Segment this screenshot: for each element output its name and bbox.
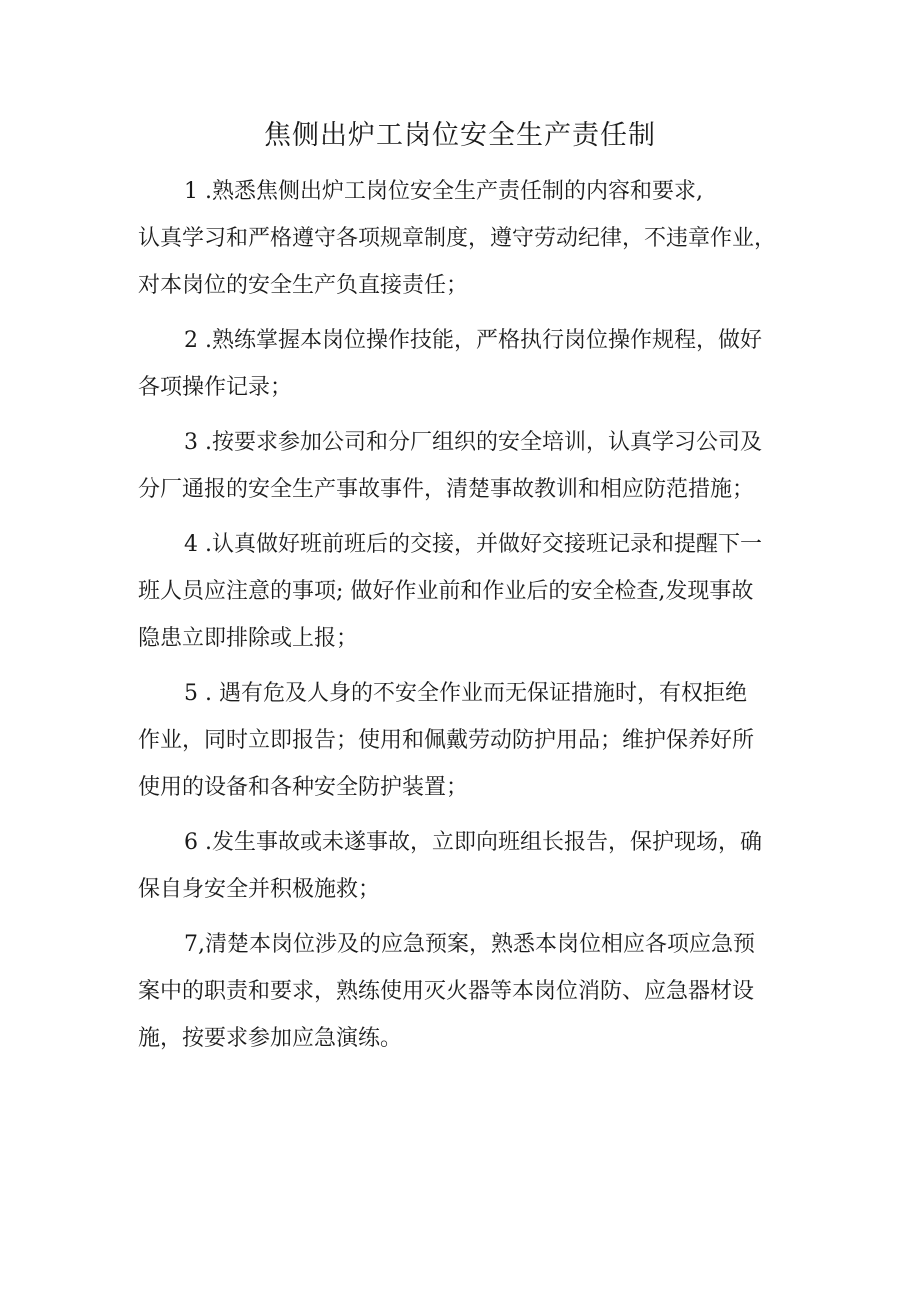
clause-line: 2 .熟练掌握本岗位操作技能，严格执行岗位操作规程，做好 [184,328,762,353]
clause-7 [138,921,800,1062]
clause-line: 认真学习和严格遵守各项规章制度，遵守劳动纪律，不违章作业， [138,226,777,251]
clause-2 [138,317,800,411]
clause-line: 各项操作记录； [138,375,293,400]
clause-line: 3 .按要求参加公司和分厂组织的安全培训，认真学习公司及 [184,430,762,455]
clause-5 [138,670,800,811]
clause-line: 6 .发生事故或未遂事故，立即向班组长报告，保护现场，确 [184,830,762,855]
clause-line: 施，按要求参加应急演练。 [138,1026,403,1051]
clause-line: 保自身安全并积极施救； [138,877,381,902]
clause-line: 7,清楚本岗位涉及的应急预案，熟悉本岗位相应各项应急预 [184,932,755,957]
document-title: 焦侧出炉工岗位安全生产责任制 [264,120,656,151]
document-body [138,168,800,1070]
clause-line: 案中的职责和要求，熟练使用灭火器等本岗位消防、应急器材设 [138,979,755,1004]
clause-4 [138,521,800,662]
clause-line: 对本岗位的安全生产负直接责任； [138,273,469,298]
clause-line: 1 .熟悉焦侧出炉工岗位安全生产责任制的内容和要求, [184,179,703,204]
clause-line: 4 .认真做好班前班后的交接，并做好交接班记录和提醒下一 [184,532,762,557]
clause-line: 5 . 遇有危及人身的不安全作业而无保证措施时，有权拒绝 [184,681,747,706]
clause-line: 作业，同时立即报告；使用和佩戴劳动防护用品；维护保养好所 [138,728,755,753]
clause-line: 使用的设备和各种安全防护装置； [138,775,469,800]
clause-line: 隐患立即排除或上报； [138,626,359,651]
clause-1 [138,168,800,309]
clause-line: 分厂通报的安全生产事故事件，清楚事故教训和相应防范措施； [138,477,755,502]
clause-line: 班人员应注意的事项; 做好作业前和作业后的安全检查,发现事故 [138,579,754,604]
clause-6 [138,819,800,913]
clause-3 [138,419,800,513]
